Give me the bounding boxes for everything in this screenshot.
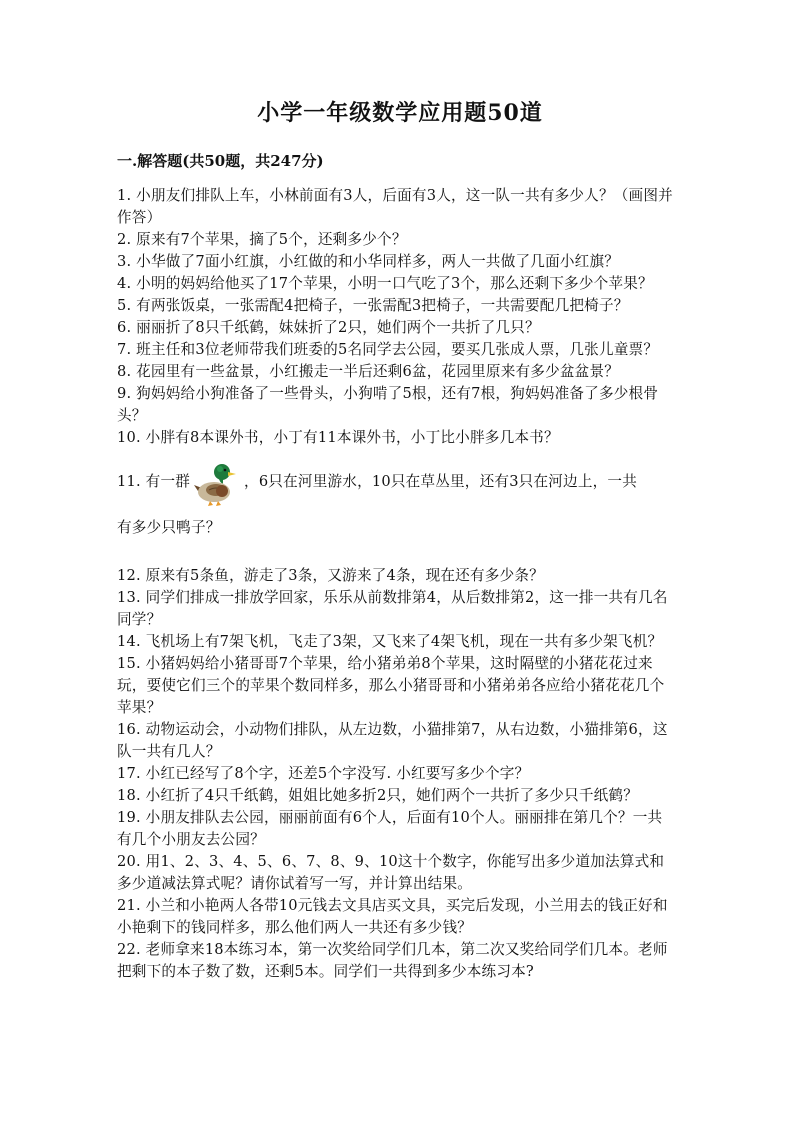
question-item: 5. 有两张饭桌，一张需配4把椅子，一张需配3把椅子，一共需要配几把椅子？: [117, 297, 629, 314]
question-item: 14. 飞机场上有7架飞机，飞走了3架，又飞来了4架飞机，现在一共有多少架飞机？: [117, 633, 663, 650]
question-item: 17. 小红已经写了8个字，还差5个字没写. 小红要写多少个字？: [117, 765, 530, 782]
question-item: 18. 小红折了4只千纸鹤，姐姐比她多折2只，她们两个一共折了多少只千纸鹤？: [117, 787, 639, 804]
question-list: [117, 185, 677, 983]
question-11-text-continued: 有多少只鸭子？: [117, 519, 221, 536]
duck-icon: [192, 457, 236, 507]
question-item: 8. 花园里有一些盆景，小红搬走一半后还剩6盆，花园里原来有多少盆盆景？: [117, 363, 620, 380]
question-item: 9. 狗妈妈给小狗准备了一些骨头，小狗啃了5根，还有7根，狗妈妈准备了多少根骨头？: [117, 385, 659, 424]
question-item: 7. 班主任和3位老师带我们班委的5名同学去公园，要买几张成人票，几张儿童票？: [117, 341, 659, 358]
question-11-text-before: 11. 有一群: [117, 473, 191, 490]
question-item: 22. 老师拿来18本练习本，第一次奖给同学们几本，第二次又奖给同学们几本。老师把剩下的本子数了数，还剩5本。同学们一共得到多少本练习本?: [117, 941, 668, 980]
question-item: 19. 小朋友排队去公园，丽丽前面有6个人，后面有10个人。丽丽排在第几个？一共有几个小朋友去公园？: [117, 809, 663, 848]
question-item: 20. 用1、2、3、4、5、6、7、8、9、10这十个数字，你能写出多少道加法算式和多少道减法算式呢？请你试着写一写，并计算出结果。: [117, 853, 665, 892]
question-item: 15. 小猪妈妈给小猪哥哥7个苹果，给小猪弟弟8个苹果，这时隔壁的小猪花花过来玩，要使它们三个的苹果个数同样多，那么小猪哥哥和小猪弟弟各应给小猪花花几个苹果？: [117, 655, 665, 716]
question-item: 6. 丽丽折了8只千纸鹤，妹妹折了2只，她们两个一共折了几只？: [117, 319, 540, 336]
question-item: 3. 小华做了7面小红旗，小红做的和小华同样多，两人一共做了几面小红旗？: [117, 253, 620, 270]
question-item: 21. 小兰和小艳两人各带10元钱去文具店买文具，买完后发现，小兰用去的钱正好和小艳剩下的钱同样多，那么他们两人一共还有多少钱？: [117, 897, 668, 936]
question-item: 12. 原来有5条鱼，游走了3条，又游来了4条，现在还有多少条？: [117, 567, 544, 584]
question-item: 1. 小朋友们排队上车，小林前面有3人，后面有3人，这一队一共有多少人？（画图并作答）: [117, 187, 673, 226]
question-item-11: [117, 457, 677, 539]
question-item: 10. 小胖有8本课外书，小丁有11本课外书，小丁比小胖多几本书？: [117, 429, 559, 446]
section-heading: 一.解答题(共50题，共247分): [117, 152, 324, 170]
question-item: 4. 小明的妈妈给他买了17个苹果，小明一口气吃了3个，那么还剩下多少个苹果？: [117, 275, 653, 292]
document-title: 小学一年级数学应用题50道: [257, 100, 543, 126]
question-item: 16. 动物运动会，小动物们排队，从左边数，小猫排第7，从右边数，小猫排第6，这队一共有几人？: [117, 721, 668, 760]
question-11-text-after: ，6只在河里游水，10只在草丛里，还有3只在河边上，一共: [244, 473, 638, 490]
question-item: 2. 原来有7个苹果，摘了5个，还剩多少个？: [117, 231, 407, 248]
question-item: 13. 同学们排成一排放学回家，乐乐从前数排第4，从后数排第2，这一排一共有几名同学？: [117, 589, 668, 628]
